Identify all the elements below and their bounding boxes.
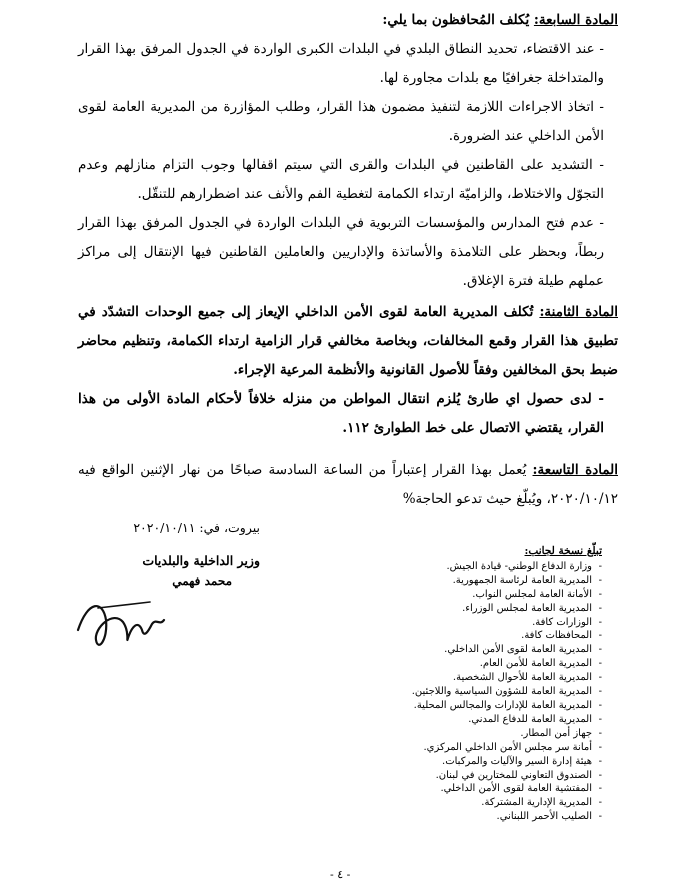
distribution-item: - أمانة سر مجلس الأمن الداخلي المركزي. xyxy=(302,741,602,755)
distribution-item: - الأمانة العامة لمجلس النواب. xyxy=(302,588,602,602)
distribution-item: - المديرية العامة لقوى الأمن الداخلي. xyxy=(302,643,602,657)
minister-name: محمد فهمي xyxy=(172,574,232,588)
article-eight-body xyxy=(78,298,618,385)
distribution-list xyxy=(302,545,602,824)
distribution-item: - المديرية الإدارية المشتركة. xyxy=(302,796,602,810)
article-seven xyxy=(78,6,618,296)
distribution-item: - المحافظات كافة. xyxy=(302,629,602,643)
article-seven-item: - عند الاقتضاء، تحديد النطاق البلدي في البلدات الكبرى الواردة في الجدول المرفق بهذا القرار والمتداخلة جغرافيًا مع بلدات مجاورة لها. xyxy=(78,41,604,86)
minister-title: وزير الداخلية والبلديات xyxy=(142,553,260,568)
distribution-item: - هيئة إدارة السير والآليات والمركبات. xyxy=(302,755,602,769)
distribution-item: - المديرية العامة لرئاسة الجمهورية. xyxy=(302,574,602,588)
distribution-item: - الصليب الأحمر اللبناني. xyxy=(302,810,602,824)
article-eight-note: - لدى حصول اي طارئ يُلزم انتقال المواطن من منزله خلافاً لأحكام المادة الأولى من هذا القرار، يقتضي الاتصال على خط الطوارئ ١١٢. xyxy=(78,391,604,436)
signature-block xyxy=(60,520,260,588)
distribution-item: - المفتشية العامة لقوى الأمن الداخلي. xyxy=(302,782,602,796)
article-seven-item: - عدم فتح المدارس والمؤسسات التربوية في البلدات الواردة في الجدول المرفق بهذا القرار ربطاً، وبحظر على التلامذة والأساتذة والإداريين والعاملين القاطنين فيها الإنتقال إلى مراكز عملهم طيلة فترة الإغلاق. xyxy=(78,215,604,289)
signature-date: بيروت، في: ٢٠٢٠/١٠/١١ xyxy=(133,520,260,535)
article-nine-heading: المادة التاسعة: xyxy=(532,462,618,478)
article-seven-intro: يُكلف المُحافظون بما يلي: xyxy=(382,12,534,28)
distribution-item: - الصندوق التعاوني للمختارين في لبنان. xyxy=(302,769,602,783)
distribution-item: - المديرية العامة لمجلس الوزراء. xyxy=(302,602,602,616)
distribution-item: - جهاز أمن المطار. xyxy=(302,727,602,741)
article-eight xyxy=(78,298,618,443)
distribution-item: - المديرية العامة للأمن العام. xyxy=(302,657,602,671)
article-eight-heading: المادة الثامنة: xyxy=(539,304,618,320)
page-number: - ٤ - xyxy=(330,868,351,881)
distribution-item: - المديرية العامة للشؤون السياسية واللاجئين. xyxy=(302,685,602,699)
distribution-item: - المديرية العامة للإدارات والمجالس المحلية. xyxy=(302,699,602,713)
article-seven-heading: المادة السابعة: xyxy=(533,12,618,28)
handwritten-signature xyxy=(68,590,178,660)
distribution-item: - وزارة الدفاع الوطني- قيادة الجيش. xyxy=(302,560,602,574)
article-nine-text: يُعمل بهذا القرار إعتباراً من الساعة السادسة صباحًا من نهار الإثنين الواقع فيه ٢٠٢٠/١٠/١٢، ويُبلّغ حيث تدعو الحاجة% xyxy=(78,462,618,507)
distribution-items xyxy=(302,560,602,824)
distribution-title: تبلّغ نسخة لجانب: xyxy=(524,545,602,557)
article-seven-item: - اتخاذ الاجراءات اللازمة لتنفيذ مضمون هذا القرار، وطلب المؤازرة من المديرية العامة لقوى الأمن الداخلي عند الضرورة. xyxy=(78,99,604,144)
article-nine xyxy=(78,456,618,514)
distribution-item: - المديرية العامة للدفاع المدني. xyxy=(302,713,602,727)
article-seven-header xyxy=(78,6,618,35)
distribution-item: - المديرية العامة للأحوال الشخصية. xyxy=(302,671,602,685)
distribution-item: - الوزارات كافة. xyxy=(302,616,602,630)
article-eight-text: تُكلف المديرية العامة لقوى الأمن الداخلي الإيعاز إلى جميع الوحدات التشدّد في تطبيق هذا القرار وقمع المخالفات، وبخاصة مخالفي قرار الزامية ارتداء الكمامة، وتنظيم محاضر ضبط بحق المخالفين وفقاً للأصول القانونية والأنظمة المرعية الإجراء. xyxy=(78,304,618,378)
article-seven-item: - التشديد على القاطنين في البلدات والقرى التي سيتم اقفالها وجوب التزام منازلهم وعدم التجوّل والاختلاط، والزاميّة ارتداء الكمامة لتغطية الفم والأنف عند اضطرارهم للتنقّل. xyxy=(78,157,604,202)
